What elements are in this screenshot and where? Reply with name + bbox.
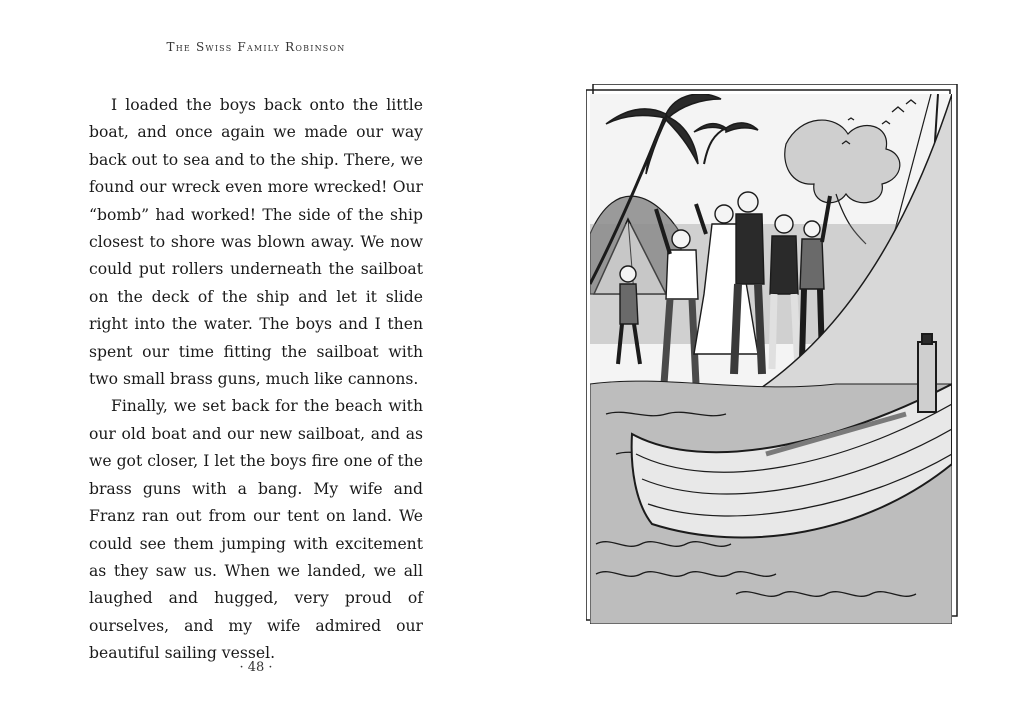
page-number: · 48 · [239, 660, 273, 675]
right-page [512, 0, 1024, 714]
paragraph-2: Finally, we set back for the beach with our old boat and our new sailboat, and as we got closer, I let the boys fire one of the brass guns with a bang. My wife and Franz ran out from our tent on land. We could see them jumping with excitement as they saw us. When we landed, we all laughed and hugged, very proud of ourselves, and my wife admired our beautiful sailing vessel. [89, 397, 423, 663]
illustration [586, 84, 962, 630]
illustration-drawing [586, 84, 962, 630]
running-head: The Swiss Family Robinson [166, 40, 346, 54]
body-text [89, 92, 423, 668]
paragraph-1: I loaded the boys back onto the little boat, and once again we made our way back out to sea and to the ship. There, we found our wreck even more wrecked! Our “bomb” had worked! The side of the ship closest to shore was blown away. We now could put rollers underneath the sailboat on the deck of the ship and let it slide right into the water. The boys and I then spent our time fitting the sailboat with two small brass guns, much like cannons. [89, 96, 423, 389]
